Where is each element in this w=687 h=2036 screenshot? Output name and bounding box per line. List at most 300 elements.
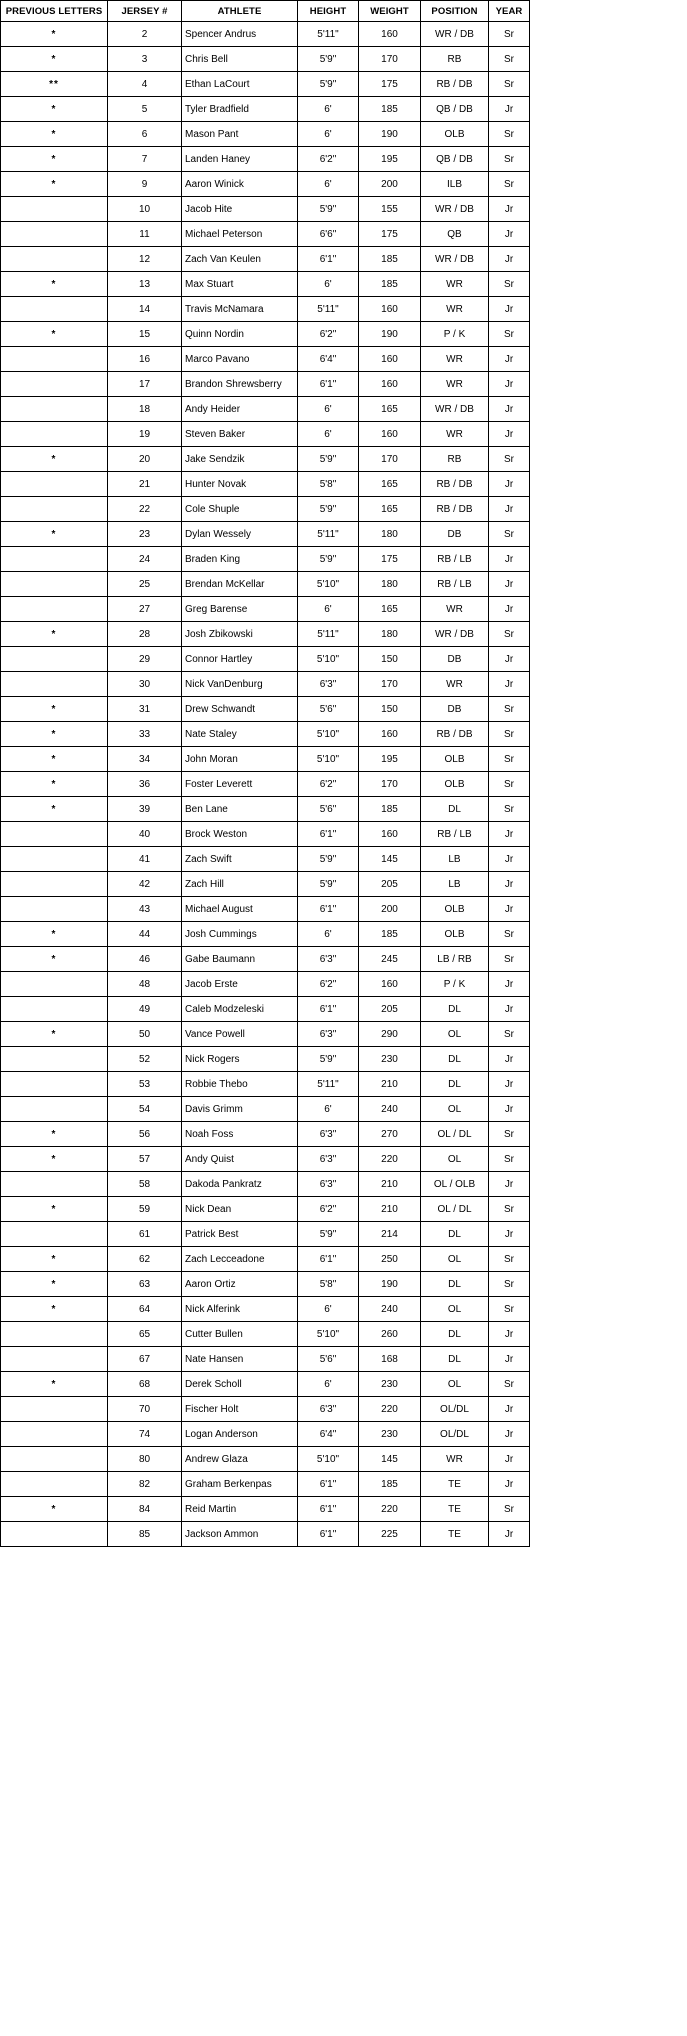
cell-height: 6'2" — [298, 322, 359, 347]
cell-height: 6' — [298, 1097, 359, 1122]
table-row — [1, 147, 530, 172]
cell-weight: 160 — [359, 372, 421, 397]
cell-previous-letters — [1, 497, 108, 522]
cell-weight: 240 — [359, 1097, 421, 1122]
cell-athlete: John Moran — [182, 747, 298, 772]
cell-height: 6'3" — [298, 1397, 359, 1422]
cell-athlete: Graham Berkenpas — [182, 1472, 298, 1497]
table-row — [1, 197, 530, 222]
cell-position: RB / LB — [421, 822, 489, 847]
cell-previous-letters: * — [1, 22, 108, 47]
cell-height: 6'3" — [298, 1147, 359, 1172]
cell-position: RB / DB — [421, 722, 489, 747]
table-row — [1, 22, 530, 47]
cell-height: 6'4" — [298, 347, 359, 372]
cell-year: Sr — [489, 697, 530, 722]
cell-athlete: Vance Powell — [182, 1022, 298, 1047]
cell-position: QB / DB — [421, 147, 489, 172]
cell-jersey-number: 80 — [108, 1447, 182, 1472]
cell-previous-letters: * — [1, 1497, 108, 1522]
cell-jersey-number: 62 — [108, 1247, 182, 1272]
cell-previous-letters: ** — [1, 72, 108, 97]
cell-year: Jr — [489, 547, 530, 572]
cell-jersey-number: 49 — [108, 997, 182, 1022]
cell-weight: 185 — [359, 247, 421, 272]
cell-year: Sr — [489, 747, 530, 772]
cell-year: Jr — [489, 1172, 530, 1197]
table-row — [1, 622, 530, 647]
cell-height: 6' — [298, 272, 359, 297]
cell-athlete: Davis Grimm — [182, 1097, 298, 1122]
cell-height: 5'8" — [298, 472, 359, 497]
cell-weight: 270 — [359, 1122, 421, 1147]
cell-athlete: Braden King — [182, 547, 298, 572]
cell-weight: 185 — [359, 272, 421, 297]
cell-athlete: Landen Haney — [182, 147, 298, 172]
cell-year: Jr — [489, 997, 530, 1022]
cell-weight: 180 — [359, 572, 421, 597]
table-row — [1, 1322, 530, 1347]
cell-athlete: Nate Staley — [182, 722, 298, 747]
cell-position: DB — [421, 522, 489, 547]
cell-position: DB — [421, 697, 489, 722]
cell-height: 5'10" — [298, 1447, 359, 1472]
cell-height: 6'1" — [298, 1472, 359, 1497]
cell-weight: 230 — [359, 1047, 421, 1072]
table-row — [1, 847, 530, 872]
column-header-athlete: ATHLETE — [182, 1, 298, 22]
cell-weight: 195 — [359, 747, 421, 772]
cell-weight: 225 — [359, 1522, 421, 1547]
cell-year: Sr — [489, 797, 530, 822]
cell-year: Jr — [489, 1047, 530, 1072]
cell-previous-letters: * — [1, 1247, 108, 1272]
cell-year: Sr — [489, 947, 530, 972]
cell-jersey-number: 70 — [108, 1397, 182, 1422]
cell-previous-letters — [1, 672, 108, 697]
cell-jersey-number: 11 — [108, 222, 182, 247]
cell-height: 5'6" — [298, 697, 359, 722]
cell-height: 6'2" — [298, 772, 359, 797]
table-header-row — [1, 1, 530, 22]
cell-jersey-number: 44 — [108, 922, 182, 947]
cell-athlete: Michael August — [182, 897, 298, 922]
cell-position: DL — [421, 997, 489, 1022]
cell-weight: 240 — [359, 1297, 421, 1322]
cell-weight: 220 — [359, 1397, 421, 1422]
cell-weight: 250 — [359, 1247, 421, 1272]
table-row — [1, 397, 530, 422]
cell-athlete: Gabe Baumann — [182, 947, 298, 972]
cell-position: OL/DL — [421, 1397, 489, 1422]
cell-weight: 170 — [359, 47, 421, 72]
cell-weight: 230 — [359, 1422, 421, 1447]
table-row — [1, 697, 530, 722]
table-row — [1, 547, 530, 572]
cell-previous-letters: * — [1, 947, 108, 972]
cell-position: TE — [421, 1472, 489, 1497]
cell-year: Jr — [489, 1347, 530, 1372]
cell-weight: 185 — [359, 922, 421, 947]
cell-previous-letters: * — [1, 447, 108, 472]
cell-weight: 205 — [359, 872, 421, 897]
cell-year: Sr — [489, 447, 530, 472]
cell-weight: 200 — [359, 172, 421, 197]
cell-athlete: Nick Rogers — [182, 1047, 298, 1072]
cell-previous-letters — [1, 247, 108, 272]
cell-athlete: Ben Lane — [182, 797, 298, 822]
cell-previous-letters — [1, 197, 108, 222]
cell-athlete: Travis McNamara — [182, 297, 298, 322]
cell-jersey-number: 9 — [108, 172, 182, 197]
cell-height: 6'4" — [298, 1422, 359, 1447]
table-row — [1, 1122, 530, 1147]
column-header-height: HEIGHT — [298, 1, 359, 22]
table-row — [1, 647, 530, 672]
cell-previous-letters: * — [1, 1147, 108, 1172]
cell-height: 6'3" — [298, 672, 359, 697]
cell-height: 6'1" — [298, 372, 359, 397]
cell-position: DL — [421, 1272, 489, 1297]
cell-athlete: Zach Hill — [182, 872, 298, 897]
cell-athlete: Cole Shuple — [182, 497, 298, 522]
cell-previous-letters — [1, 897, 108, 922]
cell-height: 6'1" — [298, 1522, 359, 1547]
cell-height: 6'1" — [298, 1497, 359, 1522]
cell-athlete: Max Stuart — [182, 272, 298, 297]
cell-year: Sr — [489, 172, 530, 197]
cell-year: Jr — [489, 1397, 530, 1422]
cell-height: 5'6" — [298, 797, 359, 822]
cell-jersey-number: 14 — [108, 297, 182, 322]
cell-jersey-number: 20 — [108, 447, 182, 472]
cell-weight: 175 — [359, 72, 421, 97]
cell-weight: 160 — [359, 422, 421, 447]
cell-year: Sr — [489, 1197, 530, 1222]
cell-athlete: Andrew Glaza — [182, 1447, 298, 1472]
cell-jersey-number: 54 — [108, 1097, 182, 1122]
cell-year: Sr — [489, 772, 530, 797]
cell-weight: 168 — [359, 1347, 421, 1372]
table-header — [1, 1, 530, 22]
table-row — [1, 1497, 530, 1522]
cell-jersey-number: 64 — [108, 1297, 182, 1322]
cell-position: OL / DL — [421, 1197, 489, 1222]
cell-height: 5'9" — [298, 72, 359, 97]
cell-position: OL — [421, 1372, 489, 1397]
cell-position: WR — [421, 422, 489, 447]
cell-height: 6'1" — [298, 822, 359, 847]
cell-weight: 260 — [359, 1322, 421, 1347]
cell-jersey-number: 42 — [108, 872, 182, 897]
table-row — [1, 747, 530, 772]
cell-weight: 185 — [359, 797, 421, 822]
cell-year: Jr — [489, 1097, 530, 1122]
cell-jersey-number: 58 — [108, 1172, 182, 1197]
cell-athlete: Zach Lecceadone — [182, 1247, 298, 1272]
cell-height: 6'2" — [298, 147, 359, 172]
cell-previous-letters — [1, 1222, 108, 1247]
table-row — [1, 72, 530, 97]
cell-year: Sr — [489, 272, 530, 297]
cell-athlete: Aaron Winick — [182, 172, 298, 197]
cell-year: Jr — [489, 597, 530, 622]
cell-weight: 175 — [359, 547, 421, 572]
cell-previous-letters — [1, 1422, 108, 1447]
table-row — [1, 447, 530, 472]
cell-position: OLB — [421, 772, 489, 797]
cell-year: Sr — [489, 47, 530, 72]
cell-athlete: Drew Schwandt — [182, 697, 298, 722]
table-row — [1, 947, 530, 972]
cell-position: OL — [421, 1022, 489, 1047]
table-row — [1, 322, 530, 347]
cell-previous-letters — [1, 547, 108, 572]
cell-position: RB / DB — [421, 72, 489, 97]
cell-position: RB / LB — [421, 547, 489, 572]
table-row — [1, 497, 530, 522]
table-row — [1, 347, 530, 372]
cell-height: 5'9" — [298, 872, 359, 897]
cell-previous-letters: * — [1, 697, 108, 722]
cell-jersey-number: 84 — [108, 1497, 182, 1522]
cell-height: 5'10" — [298, 1322, 359, 1347]
cell-previous-letters — [1, 347, 108, 372]
cell-athlete: Michael Peterson — [182, 222, 298, 247]
cell-position: P / K — [421, 322, 489, 347]
cell-height: 5'11" — [298, 522, 359, 547]
cell-previous-letters — [1, 1522, 108, 1547]
cell-weight: 180 — [359, 522, 421, 547]
cell-jersey-number: 43 — [108, 897, 182, 922]
cell-jersey-number: 24 — [108, 547, 182, 572]
table-row — [1, 1072, 530, 1097]
cell-jersey-number: 31 — [108, 697, 182, 722]
cell-position: DL — [421, 1047, 489, 1072]
cell-weight: 150 — [359, 697, 421, 722]
table-row — [1, 1397, 530, 1422]
cell-year: Sr — [489, 72, 530, 97]
cell-athlete: Spencer Andrus — [182, 22, 298, 47]
table-row — [1, 872, 530, 897]
cell-jersey-number: 29 — [108, 647, 182, 672]
cell-previous-letters: * — [1, 47, 108, 72]
cell-year: Jr — [489, 197, 530, 222]
table-row — [1, 297, 530, 322]
cell-weight: 170 — [359, 447, 421, 472]
cell-athlete: Nick Alferink — [182, 1297, 298, 1322]
cell-athlete: Logan Anderson — [182, 1422, 298, 1447]
cell-jersey-number: 17 — [108, 372, 182, 397]
cell-athlete: Foster Leverett — [182, 772, 298, 797]
cell-weight: 230 — [359, 1372, 421, 1397]
cell-year: Jr — [489, 1422, 530, 1447]
cell-height: 5'9" — [298, 47, 359, 72]
cell-position: WR — [421, 1447, 489, 1472]
cell-year: Sr — [489, 22, 530, 47]
table-row — [1, 1422, 530, 1447]
cell-weight: 160 — [359, 22, 421, 47]
cell-year: Jr — [489, 97, 530, 122]
cell-athlete: Patrick Best — [182, 1222, 298, 1247]
cell-previous-letters — [1, 1322, 108, 1347]
cell-jersey-number: 12 — [108, 247, 182, 272]
cell-position: DL — [421, 1322, 489, 1347]
cell-year: Jr — [489, 1472, 530, 1497]
cell-weight: 220 — [359, 1147, 421, 1172]
cell-position: OLB — [421, 897, 489, 922]
cell-athlete: Dakoda Pankratz — [182, 1172, 298, 1197]
cell-weight: 245 — [359, 947, 421, 972]
cell-jersey-number: 34 — [108, 747, 182, 772]
cell-previous-letters — [1, 297, 108, 322]
cell-height: 5'10" — [298, 647, 359, 672]
cell-previous-letters — [1, 997, 108, 1022]
cell-previous-letters — [1, 1097, 108, 1122]
cell-position: RB — [421, 47, 489, 72]
table-row — [1, 1247, 530, 1272]
table-row — [1, 797, 530, 822]
cell-height: 5'11" — [298, 622, 359, 647]
cell-weight: 160 — [359, 347, 421, 372]
cell-height: 5'9" — [298, 1222, 359, 1247]
cell-previous-letters: * — [1, 622, 108, 647]
cell-position: RB / LB — [421, 572, 489, 597]
cell-athlete: Steven Baker — [182, 422, 298, 447]
cell-year: Jr — [489, 422, 530, 447]
cell-height: 5'9" — [298, 447, 359, 472]
cell-athlete: Zach Van Keulen — [182, 247, 298, 272]
cell-athlete: Reid Martin — [182, 1497, 298, 1522]
cell-height: 5'9" — [298, 1047, 359, 1072]
cell-athlete: Brock Weston — [182, 822, 298, 847]
cell-height: 5'10" — [298, 747, 359, 772]
column-header-position: POSITION — [421, 1, 489, 22]
cell-height: 5'9" — [298, 497, 359, 522]
cell-previous-letters — [1, 872, 108, 897]
cell-weight: 190 — [359, 322, 421, 347]
cell-weight: 150 — [359, 647, 421, 672]
cell-athlete: Aaron Ortiz — [182, 1272, 298, 1297]
cell-position: DL — [421, 797, 489, 822]
table-row — [1, 1447, 530, 1472]
table-row — [1, 997, 530, 1022]
cell-position: WR — [421, 272, 489, 297]
cell-year: Sr — [489, 1122, 530, 1147]
table-row — [1, 1522, 530, 1547]
table-row — [1, 897, 530, 922]
table-row — [1, 572, 530, 597]
cell-year: Jr — [489, 972, 530, 997]
cell-previous-letters: * — [1, 272, 108, 297]
cell-athlete: Brandon Shrewsberry — [182, 372, 298, 397]
cell-weight: 185 — [359, 97, 421, 122]
cell-position: RB — [421, 447, 489, 472]
cell-height: 6'3" — [298, 1122, 359, 1147]
cell-year: Sr — [489, 1497, 530, 1522]
cell-height: 6'1" — [298, 897, 359, 922]
cell-height: 6' — [298, 97, 359, 122]
column-header-previous-letters: PREVIOUS LETTERS — [1, 1, 108, 22]
cell-athlete: Quinn Nordin — [182, 322, 298, 347]
cell-athlete: Jacob Erste — [182, 972, 298, 997]
cell-jersey-number: 30 — [108, 672, 182, 697]
cell-jersey-number: 36 — [108, 772, 182, 797]
table-row — [1, 1222, 530, 1247]
cell-jersey-number: 7 — [108, 147, 182, 172]
table-row — [1, 522, 530, 547]
table-row — [1, 1347, 530, 1372]
cell-year: Jr — [489, 1522, 530, 1547]
cell-jersey-number: 67 — [108, 1347, 182, 1372]
cell-athlete: Josh Zbikowski — [182, 622, 298, 647]
cell-jersey-number: 6 — [108, 122, 182, 147]
cell-year: Jr — [489, 397, 530, 422]
cell-previous-letters: * — [1, 1022, 108, 1047]
cell-year: Sr — [489, 722, 530, 747]
cell-height: 5'10" — [298, 722, 359, 747]
cell-weight: 165 — [359, 472, 421, 497]
cell-year: Jr — [489, 572, 530, 597]
cell-year: Jr — [489, 647, 530, 672]
cell-weight: 205 — [359, 997, 421, 1022]
table-row — [1, 272, 530, 297]
cell-athlete: Mason Pant — [182, 122, 298, 147]
cell-jersey-number: 4 — [108, 72, 182, 97]
cell-height: 5'10" — [298, 572, 359, 597]
cell-height: 5'9" — [298, 847, 359, 872]
table-row — [1, 1372, 530, 1397]
cell-position: WR — [421, 297, 489, 322]
cell-height: 5'9" — [298, 547, 359, 572]
cell-weight: 210 — [359, 1072, 421, 1097]
cell-jersey-number: 46 — [108, 947, 182, 972]
cell-previous-letters — [1, 1397, 108, 1422]
cell-position: DL — [421, 1072, 489, 1097]
cell-position: LB — [421, 872, 489, 897]
cell-athlete: Derek Scholl — [182, 1372, 298, 1397]
cell-jersey-number: 52 — [108, 1047, 182, 1072]
cell-jersey-number: 19 — [108, 422, 182, 447]
cell-height: 5'9" — [298, 197, 359, 222]
cell-jersey-number: 13 — [108, 272, 182, 297]
cell-previous-letters: * — [1, 772, 108, 797]
cell-year: Jr — [489, 847, 530, 872]
cell-position: DL — [421, 1347, 489, 1372]
cell-jersey-number: 53 — [108, 1072, 182, 1097]
table-row — [1, 1172, 530, 1197]
cell-athlete: Jackson Ammon — [182, 1522, 298, 1547]
cell-position: WR / DB — [421, 622, 489, 647]
cell-position: WR / DB — [421, 22, 489, 47]
cell-athlete: Zach Swift — [182, 847, 298, 872]
cell-previous-letters: * — [1, 1122, 108, 1147]
cell-position: TE — [421, 1497, 489, 1522]
table-row — [1, 172, 530, 197]
table-row — [1, 1197, 530, 1222]
cell-jersey-number: 56 — [108, 1122, 182, 1147]
cell-year: Sr — [489, 1247, 530, 1272]
table-row — [1, 47, 530, 72]
cell-height: 5'11" — [298, 297, 359, 322]
cell-weight: 160 — [359, 297, 421, 322]
cell-year: Jr — [489, 1322, 530, 1347]
cell-jersey-number: 48 — [108, 972, 182, 997]
cell-position: RB / DB — [421, 497, 489, 522]
cell-position: OL — [421, 1147, 489, 1172]
cell-previous-letters: * — [1, 172, 108, 197]
cell-position: WR — [421, 672, 489, 697]
